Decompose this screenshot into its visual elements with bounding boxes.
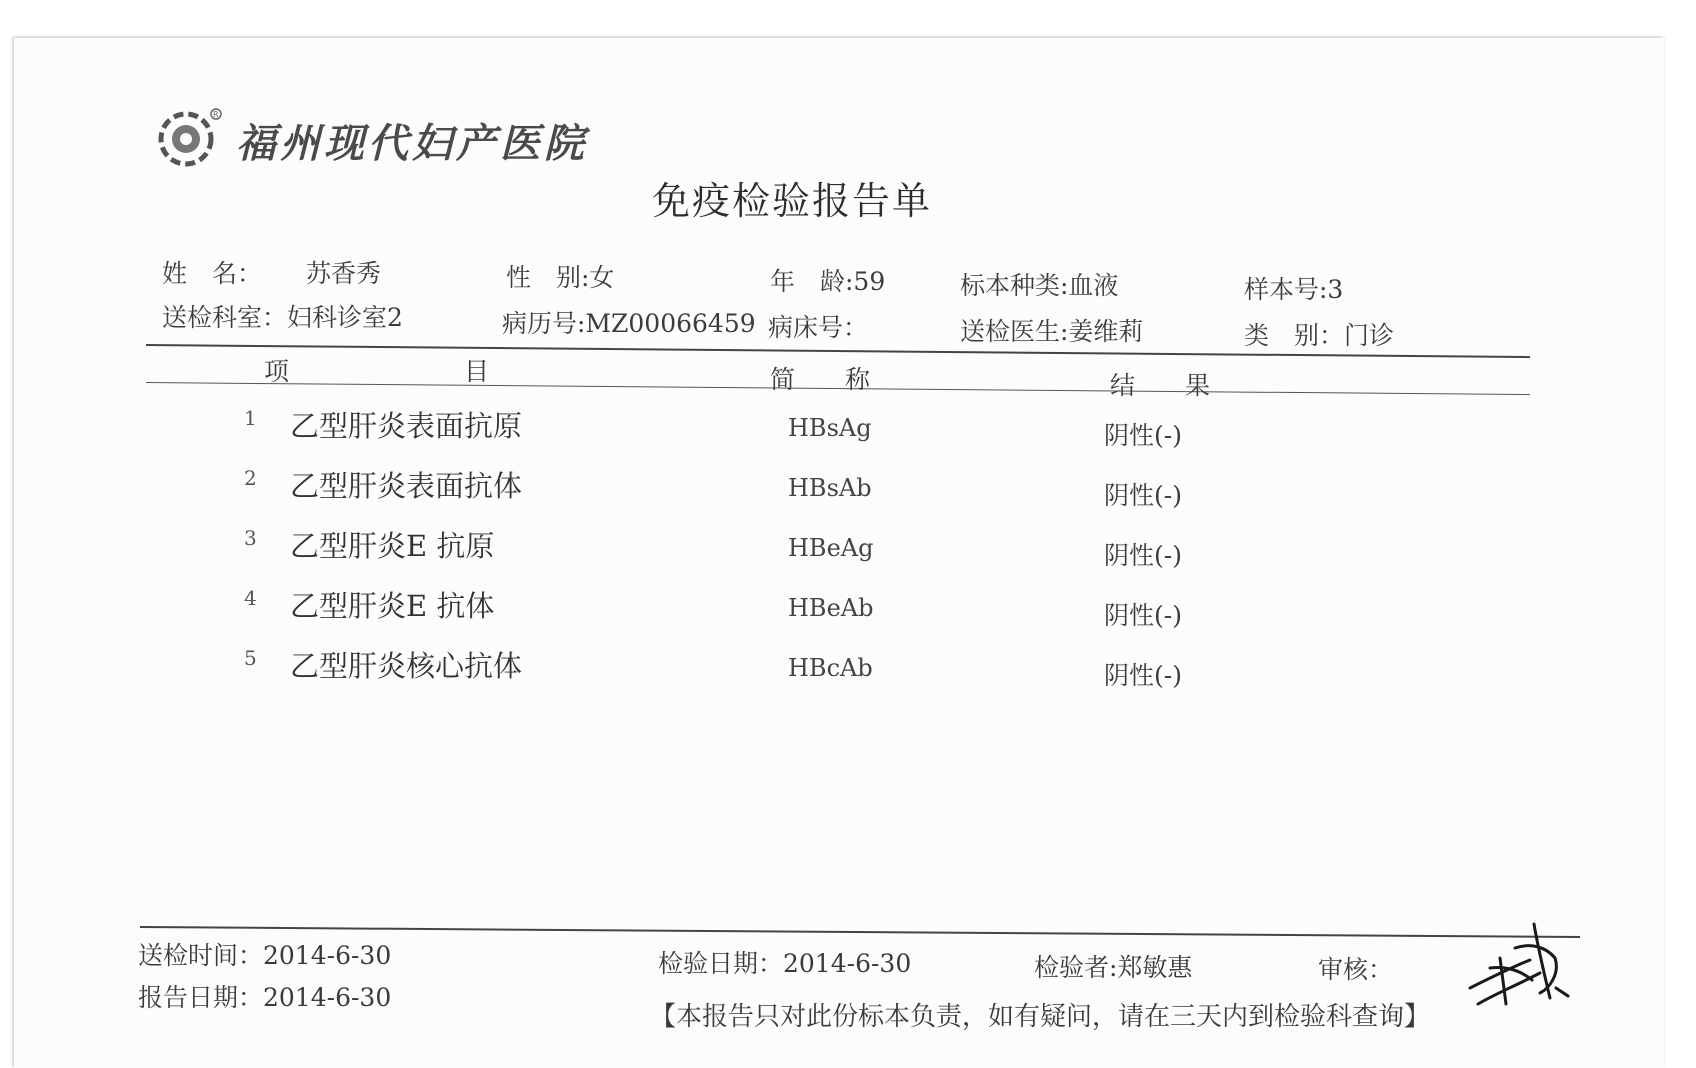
report-date: 报告日期：2014-6-30 — [138, 983, 392, 1012]
test-abbreviation: HBeAg — [788, 534, 874, 562]
handwritten-signature — [1460, 918, 1570, 1010]
sample-number: 样本号:3 — [1244, 275, 1344, 304]
department: 送检科室：妇科诊室2 — [162, 303, 403, 332]
test-date: 检验日期：2014-6-30 — [658, 949, 912, 978]
test-item-name: 乙型肝炎E 抗体 — [290, 589, 495, 623]
patient-name-label: 姓 名： — [162, 259, 263, 288]
svg-text:R: R — [213, 110, 219, 119]
referring-doctor: 送检医生:姜维莉 — [960, 317, 1144, 346]
send-time: 送检时间：2014-6-30 — [138, 941, 392, 970]
patient-age: 年 龄:59 — [770, 267, 886, 296]
test-abbreviation: HBcAb — [788, 654, 873, 682]
test-result: 阴性(-) — [1104, 541, 1182, 570]
patient-name: 苏香秀 — [306, 259, 382, 288]
test-abbreviation: HBeAb — [788, 594, 874, 622]
test-abbreviation: HBsAb — [788, 474, 872, 502]
test-result: 阴性(-) — [1104, 481, 1182, 510]
patient-category: 类 别：门诊 — [1244, 321, 1395, 350]
disclaimer-notice: 【本报告只对此份标本负责，如有疑问，请在三天内到检验科查询】 — [650, 1002, 1431, 1032]
test-item-name: 乙型肝炎E 抗原 — [290, 529, 495, 563]
test-abbreviation: HBsAg — [788, 414, 872, 442]
tester: 检验者:郑敏惠 — [1034, 953, 1193, 982]
specimen-type: 标本种类:血液 — [960, 271, 1119, 300]
row-number: 5 — [244, 646, 257, 670]
row-number: 4 — [244, 586, 257, 610]
row-number: 3 — [244, 526, 257, 550]
medical-record-number: 病历号:MZ00066459 — [502, 309, 756, 338]
bed-number: 病床号： — [768, 313, 869, 342]
column-header-item: 项 目 — [264, 357, 490, 386]
test-item-name: 乙型肝炎表面抗体 — [290, 469, 523, 503]
test-result: 阴性(-) — [1104, 421, 1182, 450]
test-item-name: 乙型肝炎表面抗原 — [290, 409, 523, 443]
hospital-name: 福州现代妇产医院 — [236, 121, 588, 167]
reviewer-label: 审核： — [1318, 955, 1394, 984]
test-result: 阴性(-) — [1104, 601, 1182, 630]
hospital-logo-icon — [152, 106, 224, 168]
column-header-result: 结 果 — [1110, 371, 1211, 400]
column-header-abbr: 简 称 — [770, 365, 871, 394]
row-number: 1 — [244, 406, 257, 430]
row-number: 2 — [244, 466, 257, 490]
report-title: 免疫检验报告单 — [652, 179, 933, 223]
patient-gender: 性 别:女 — [506, 263, 615, 292]
test-result: 阴性(-) — [1104, 661, 1182, 690]
test-item-name: 乙型肝炎核心抗体 — [290, 649, 523, 683]
